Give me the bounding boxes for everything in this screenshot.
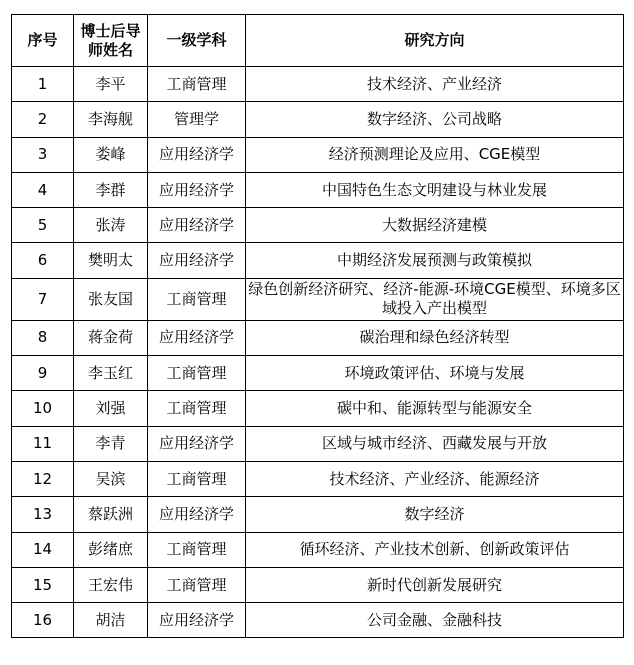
cell-num: 12 <box>12 461 74 496</box>
cell-discipline: 应用经济学 <box>148 208 246 243</box>
cell-direction: 技术经济、产业经济 <box>246 67 624 102</box>
cell-name: 蒋金荷 <box>74 320 148 355</box>
table-row <box>12 497 624 532</box>
cell-direction: 技术经济、产业经济、能源经济 <box>246 461 624 496</box>
table-row <box>12 278 624 320</box>
cell-direction: 经济预测理论及应用、CGE模型 <box>246 137 624 172</box>
cell-num: 4 <box>12 172 74 207</box>
cell-name: 李青 <box>74 426 148 461</box>
cell-name: 彭绪庶 <box>74 532 148 567</box>
advisor-table <box>11 14 624 638</box>
table-row <box>12 426 624 461</box>
table-row <box>12 391 624 426</box>
header-direction: 研究方向 <box>246 15 624 67</box>
cell-num: 2 <box>12 102 74 137</box>
cell-direction: 碳治理和绿色经济转型 <box>246 320 624 355</box>
cell-num: 9 <box>12 356 74 391</box>
table-header-row <box>12 15 624 67</box>
cell-num: 6 <box>12 243 74 278</box>
cell-discipline: 应用经济学 <box>148 137 246 172</box>
cell-discipline: 工商管理 <box>148 67 246 102</box>
cell-name: 胡洁 <box>74 603 148 638</box>
cell-discipline: 工商管理 <box>148 391 246 426</box>
cell-discipline: 工商管理 <box>148 461 246 496</box>
table-row <box>12 208 624 243</box>
cell-name: 李玉红 <box>74 356 148 391</box>
cell-discipline: 应用经济学 <box>148 172 246 207</box>
table-row <box>12 172 624 207</box>
cell-discipline: 工商管理 <box>148 567 246 602</box>
cell-name: 李海舰 <box>74 102 148 137</box>
cell-name: 樊明太 <box>74 243 148 278</box>
cell-name: 李平 <box>74 67 148 102</box>
cell-direction: 中期经济发展预测与政策模拟 <box>246 243 624 278</box>
header-discipline: 一级学科 <box>148 15 246 67</box>
cell-direction: 区域与城市经济、西藏发展与开放 <box>246 426 624 461</box>
cell-discipline: 工商管理 <box>148 356 246 391</box>
cell-discipline: 工商管理 <box>148 278 246 320</box>
table-row <box>12 532 624 567</box>
cell-discipline: 应用经济学 <box>148 497 246 532</box>
cell-discipline: 应用经济学 <box>148 243 246 278</box>
table-row <box>12 243 624 278</box>
cell-num: 7 <box>12 278 74 320</box>
table-row <box>12 356 624 391</box>
cell-name: 张涛 <box>74 208 148 243</box>
table-row <box>12 603 624 638</box>
cell-direction: 数字经济 <box>246 497 624 532</box>
cell-direction: 公司金融、金融科技 <box>246 603 624 638</box>
table-row <box>12 567 624 602</box>
cell-name: 张友国 <box>74 278 148 320</box>
cell-direction: 大数据经济建模 <box>246 208 624 243</box>
cell-num: 10 <box>12 391 74 426</box>
cell-direction: 碳中和、能源转型与能源安全 <box>246 391 624 426</box>
cell-discipline: 应用经济学 <box>148 603 246 638</box>
cell-direction: 绿色创新经济研究、经济-能源-环境CGE模型、环境多区域投入产出模型 <box>246 278 624 320</box>
cell-num: 14 <box>12 532 74 567</box>
cell-num: 16 <box>12 603 74 638</box>
cell-name: 娄峰 <box>74 137 148 172</box>
cell-discipline: 应用经济学 <box>148 320 246 355</box>
cell-name: 蔡跃洲 <box>74 497 148 532</box>
cell-name: 吴滨 <box>74 461 148 496</box>
table-row <box>12 461 624 496</box>
cell-num: 1 <box>12 67 74 102</box>
table-row <box>12 137 624 172</box>
table-row <box>12 320 624 355</box>
cell-num: 15 <box>12 567 74 602</box>
cell-direction: 环境政策评估、环境与发展 <box>246 356 624 391</box>
table-row <box>12 102 624 137</box>
cell-num: 11 <box>12 426 74 461</box>
header-name <box>74 15 148 67</box>
cell-num: 8 <box>12 320 74 355</box>
cell-discipline: 工商管理 <box>148 532 246 567</box>
header-num: 序号 <box>12 15 74 67</box>
cell-num: 13 <box>12 497 74 532</box>
cell-name: 王宏伟 <box>74 567 148 602</box>
cell-name: 刘强 <box>74 391 148 426</box>
cell-num: 5 <box>12 208 74 243</box>
cell-discipline: 管理学 <box>148 102 246 137</box>
cell-name: 李群 <box>74 172 148 207</box>
cell-direction: 数字经济、公司战略 <box>246 102 624 137</box>
cell-num: 3 <box>12 137 74 172</box>
table-row <box>12 67 624 102</box>
cell-direction: 循环经济、产业技术创新、创新政策评估 <box>246 532 624 567</box>
cell-direction: 中国特色生态文明建设与林业发展 <box>246 172 624 207</box>
cell-discipline: 应用经济学 <box>148 426 246 461</box>
cell-direction: 新时代创新发展研究 <box>246 567 624 602</box>
header-name-label: 博士后导师姓名 <box>80 21 141 59</box>
advisor-table-container <box>11 14 623 638</box>
